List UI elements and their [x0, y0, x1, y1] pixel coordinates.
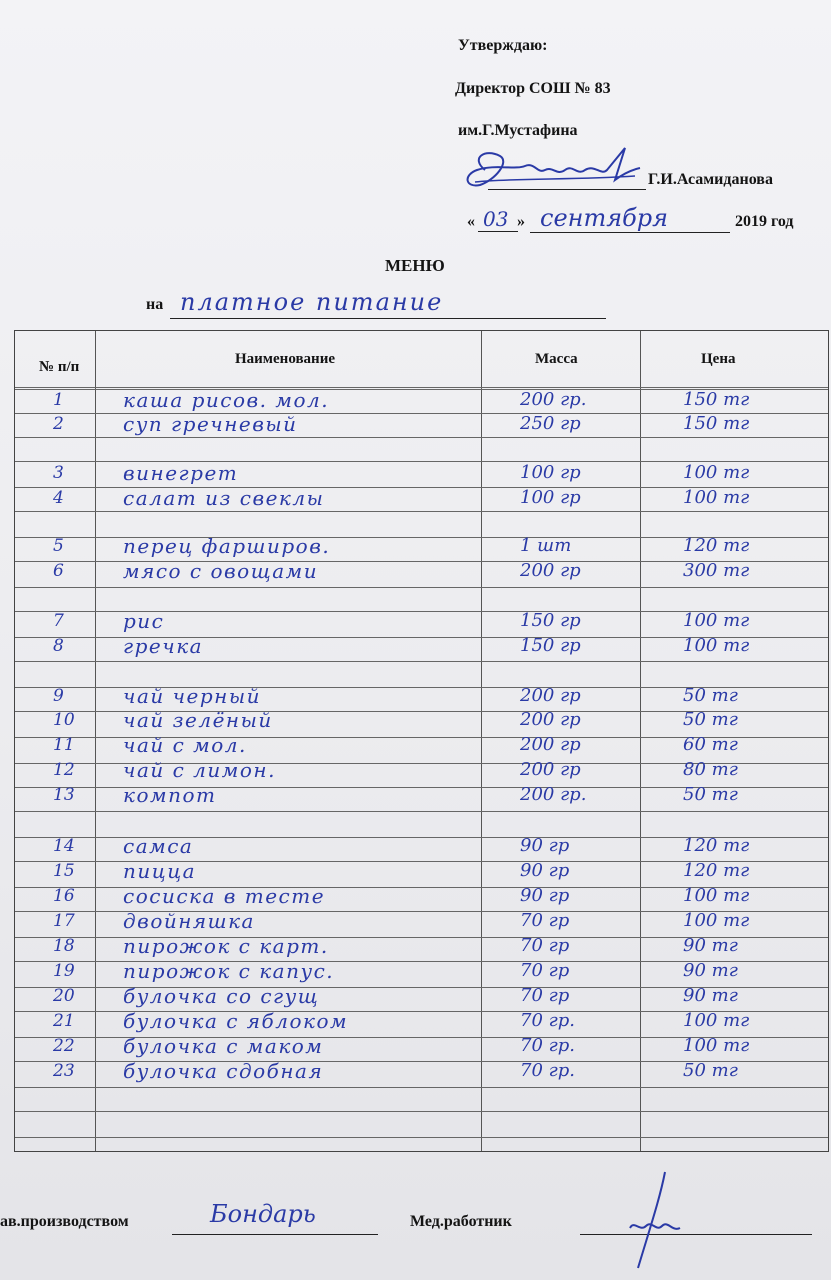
row-mass: 200 гр.: [520, 389, 587, 410]
row-line: [15, 511, 828, 512]
row-price: 120 тг: [683, 860, 750, 881]
menu-for-value: платное питание: [180, 288, 444, 316]
table-row: [15, 411, 828, 437]
row-number: 16: [53, 886, 75, 906]
row-number: 23: [53, 1061, 75, 1081]
row-mass: 90 гр: [520, 860, 570, 881]
row-mass: 70 гр.: [520, 1010, 575, 1031]
row-price: 100 тг: [683, 910, 750, 931]
row-price: 100 тг: [683, 462, 750, 483]
row-name: пирожок с капус.: [123, 959, 335, 983]
row-price: 100 тг: [683, 487, 750, 508]
row-mass: 200 гр: [520, 560, 581, 581]
table-row: [15, 933, 828, 959]
row-mass: 70 гр.: [520, 1060, 575, 1081]
row-price: 50 тг: [683, 1060, 738, 1081]
row-number: 4: [53, 488, 64, 508]
row-number: 11: [53, 735, 75, 755]
row-mass: 200 гр: [520, 759, 581, 780]
row-number: 19: [53, 961, 75, 981]
table-row: [15, 558, 828, 584]
row-number: 9: [53, 686, 64, 706]
row-number: 13: [53, 785, 75, 805]
row-number: 3: [53, 463, 64, 483]
table-row: [15, 983, 828, 1009]
table-row: [15, 883, 828, 909]
table-row: [15, 858, 828, 884]
row-mass: 250 гр: [520, 413, 581, 434]
row-line: [15, 1111, 828, 1112]
date-month-line: [530, 232, 730, 233]
row-mass: 70 гр: [520, 935, 570, 956]
row-mass: 90 гр: [520, 835, 570, 856]
row-number: 17: [53, 911, 75, 931]
row-price: 100 тг: [683, 885, 750, 906]
row-number: 7: [53, 611, 64, 631]
medic-label: Мед.работник: [410, 1213, 512, 1230]
row-price: 100 тг: [683, 1010, 750, 1031]
date-day-line: [478, 231, 518, 232]
row-mass: 200 гр: [520, 685, 581, 706]
row-name: салат из свеклы: [123, 486, 325, 510]
row-price: 120 тг: [683, 535, 750, 556]
row-price: 50 тг: [683, 784, 738, 805]
table-row: [15, 757, 828, 783]
row-number: 14: [53, 836, 75, 856]
row-mass: 200 гр: [520, 734, 581, 755]
row-mass: 100 гр: [520, 462, 581, 483]
row-price: 100 тг: [683, 635, 750, 656]
table-row: [15, 533, 828, 559]
row-name: винегрет: [123, 461, 239, 485]
row-name: сосиска в тесте: [123, 884, 326, 908]
row-line: [15, 1087, 828, 1088]
row-mass: 200 гр.: [520, 784, 587, 805]
table-row: [15, 833, 828, 859]
row-mass: 90 гр: [520, 885, 570, 906]
row-number: 2: [53, 414, 64, 434]
table-row: [15, 782, 828, 808]
date-open-quote: «: [467, 213, 475, 230]
row-number: 20: [53, 986, 75, 1006]
row-number: 18: [53, 936, 75, 956]
header-num: № п/п: [39, 359, 80, 375]
row-name: рис: [123, 609, 165, 633]
menu-for-line: [170, 318, 606, 319]
table-row: [15, 460, 828, 486]
menu-for-label: на: [146, 296, 164, 313]
table-row: [15, 633, 828, 659]
school-name: им.Г.Мустафина: [458, 122, 578, 139]
date-close-quote: »: [517, 213, 525, 230]
row-name: пицца: [123, 859, 197, 883]
page-title: МЕНЮ: [385, 256, 445, 275]
row-line: [15, 1137, 828, 1138]
row-price: 150 тг: [683, 389, 750, 410]
row-mass: 70 гр: [520, 960, 570, 981]
row-number: 5: [53, 536, 64, 556]
table-row: [15, 1033, 828, 1059]
row-name: самса: [123, 834, 194, 858]
row-name: перец фарширов.: [123, 534, 331, 558]
row-mass: 70 гр: [520, 910, 570, 931]
row-price: 50 тг: [683, 709, 738, 730]
table-row: [15, 608, 828, 634]
row-name: булочка сдобная: [123, 1059, 324, 1083]
row-price: 120 тг: [683, 835, 750, 856]
table-row: [15, 485, 828, 511]
row-number: 21: [53, 1011, 75, 1031]
row-price: 90 тг: [683, 985, 738, 1006]
production-label: ав.производством: [0, 1213, 129, 1230]
row-number: 22: [53, 1036, 75, 1056]
row-name: суп гречневый: [123, 412, 298, 436]
row-price: 150 тг: [683, 413, 750, 434]
row-price: 80 тг: [683, 759, 738, 780]
row-mass: 70 гр: [520, 985, 570, 1006]
row-name: компот: [123, 783, 217, 807]
row-mass: 150 гр: [520, 635, 581, 656]
table-row: [15, 1008, 828, 1034]
row-number: 6: [53, 561, 64, 581]
row-line: [15, 587, 828, 588]
row-price: 50 тг: [683, 685, 738, 706]
row-mass: 100 гр: [520, 487, 581, 508]
row-number: 8: [53, 636, 64, 656]
row-line: [15, 811, 828, 812]
director-title: Директор СОШ № 83: [455, 80, 611, 97]
signer-name: Г.И.Асамиданова: [648, 171, 773, 188]
row-number: 1: [53, 390, 64, 410]
table-row: [15, 958, 828, 984]
row-name: булочка с маком: [123, 1034, 324, 1058]
row-name: чай с мол.: [123, 733, 247, 757]
table-row: [15, 1058, 828, 1084]
row-line: [15, 661, 828, 662]
production-signature: Бондарь: [210, 1200, 316, 1228]
approval-label: Утверждаю:: [458, 37, 548, 54]
row-name: мясо с овощами: [123, 559, 319, 583]
row-mass: 150 гр: [520, 610, 581, 631]
table-row: [15, 908, 828, 934]
row-name: чай с лимон.: [123, 758, 276, 782]
row-number: 10: [53, 710, 75, 730]
row-name: булочка с яблоком: [123, 1009, 349, 1033]
row-number: 15: [53, 861, 75, 881]
row-name: каша рисов. мол.: [123, 388, 330, 412]
director-signature: [455, 140, 645, 200]
row-mass: 70 гр.: [520, 1035, 575, 1056]
row-price: 300 тг: [683, 560, 750, 581]
row-name: чай зелёный: [123, 708, 273, 732]
date-month: сентября: [540, 204, 669, 232]
row-price: 100 тг: [683, 610, 750, 631]
row-name: булочка со сгущ: [123, 984, 320, 1008]
table-row: [15, 387, 828, 413]
header-name: Наименование: [235, 351, 335, 367]
row-name: чай черный: [123, 684, 262, 708]
row-price: 90 тг: [683, 960, 738, 981]
header-price: Цена: [701, 351, 736, 367]
menu-table: [14, 330, 829, 1152]
header-mass: Масса: [535, 351, 578, 367]
row-price: 60 тг: [683, 734, 738, 755]
row-name: гречка: [123, 634, 204, 658]
row-number: 12: [53, 760, 75, 780]
date-day: 03: [483, 207, 509, 231]
row-name: пирожок с карт.: [123, 934, 329, 958]
production-signature-line: [172, 1234, 378, 1235]
table-row: [15, 732, 828, 758]
medic-signature: [610, 1168, 700, 1278]
row-name: двойняшка: [123, 909, 255, 933]
table-row: [15, 707, 828, 733]
row-price: 100 тг: [683, 1035, 750, 1056]
row-line: [15, 437, 828, 438]
row-price: 90 тг: [683, 935, 738, 956]
row-mass: 200 гр: [520, 709, 581, 730]
table-row: [15, 683, 828, 709]
date-year: 2019 год: [735, 213, 794, 230]
signature-line: [488, 189, 646, 190]
row-mass: 1 шт: [520, 535, 572, 556]
